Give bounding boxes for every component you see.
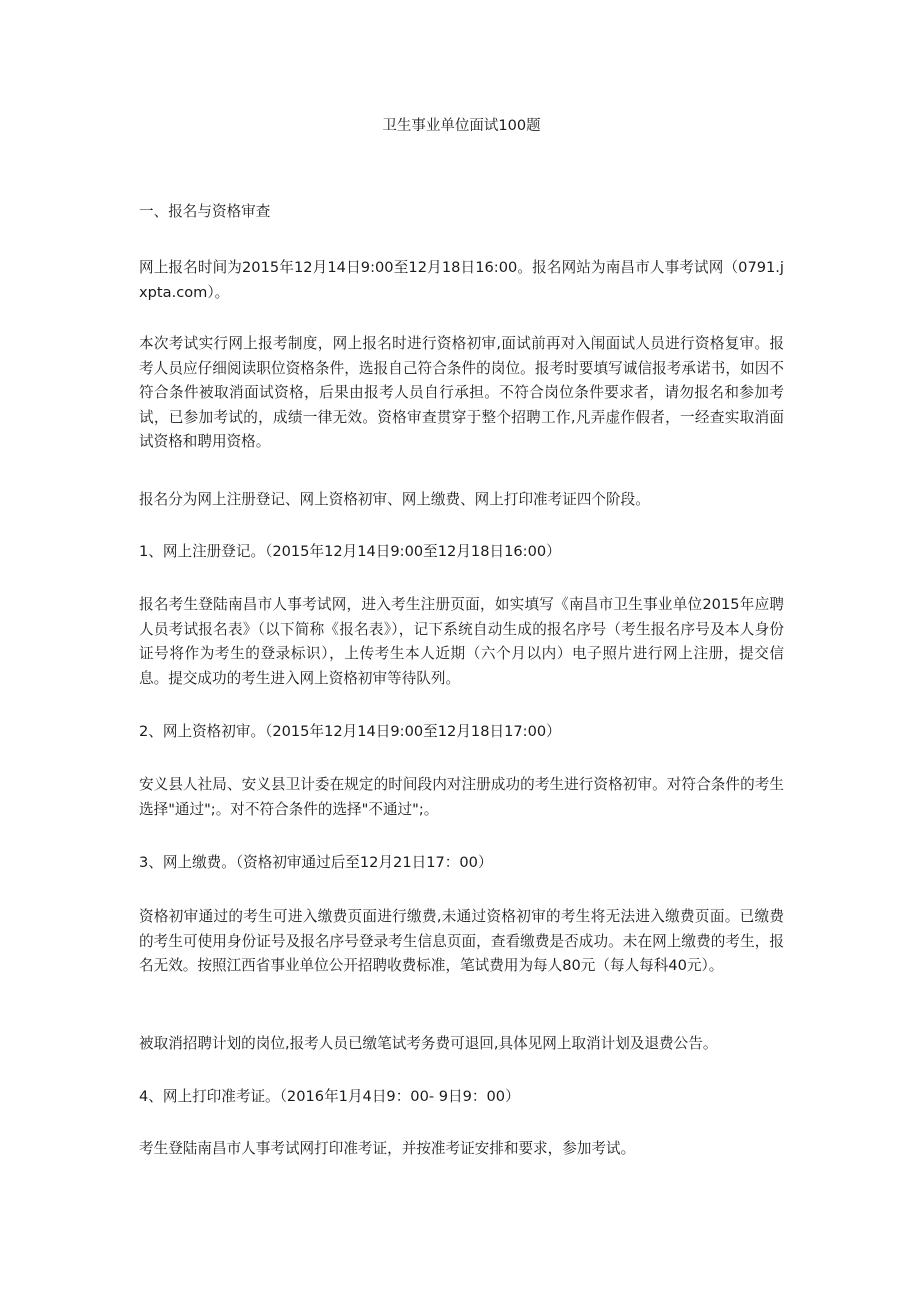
paragraph-registration-time: 网上报名时间为2015年12月14日9:00至12月18日16:00。报名网站为南昌市人事考试网（0791.jxpta.com）。 xyxy=(139,259,784,301)
paragraph-refund: 被取消招聘计划的岗位,报考人员已缴笔试考务费可退回,具体见网上取消计划及退费公告。 xyxy=(139,1035,718,1052)
paragraph-online-registration-rules: 本次考试实行网上报考制度，网上报名时进行资格初审,面试前再对入闱面试人员进行资格复审。报考人员应仔细阅读职位资格条件，选报自己符合条件的岗位。报考时要填写诚信报考承诺书，如因不符合条件被取消面试资格，后果由报考人员自行承担。不符合岗位条件要求者，请勿报名和参加考试，已参加考试的，成绩一律无效。资格审查贯穿于整个招聘工作,凡弄虚作假者，一经查实取消面试资格和聘用资格。 xyxy=(139,335,784,450)
step-heading-2: 2、网上资格初审。（2015年12月14日9:00至12月18日17:00） xyxy=(139,723,561,740)
paragraph-step-3: 资格初审通过的考生可进入缴费页面进行缴费,未通过资格初审的考生将无法进入缴费页面。已缴费的考生可使用身份证号及报名序号登录考生信息页面，查看缴费是否成功。未在网上缴费的考生，报名无效。按照江西省事业单位公开招聘收费标准，笔试费用为每人80元（每人每科40元）。 xyxy=(139,908,784,974)
section-heading: 一、报名与资格审查 xyxy=(139,203,271,220)
document-page xyxy=(139,0,784,1302)
paragraph-step-2: 安义县人社局、安义县卫计委在规定的时间段内对注册成功的考生进行资格初审。对符合条件的考生选择"通过";。对不符合条件的选择"不通过";。 xyxy=(139,776,784,818)
step-heading-1: 1、网上注册登记。（2015年12月14日9:00至12月18日16:00） xyxy=(139,543,561,560)
paragraph-step-1: 报名考生登陆南昌市人事考试网，进入考生注册页面，如实填写《南昌市卫生事业单位2015年应聘人员考试报名表》（以下简称《报名表》），记下系统自动生成的报名序号（考生报名序号及本人身份证号将作为考生的登录标识），上传考生本人近期（六个月以内）电子照片进行网上注册，提交信息。提交成功的考生进入网上资格初审等待队列。 xyxy=(139,596,784,687)
step-heading-4: 4、网上打印准考证。（2016年1月4日9：00- 9日9：00） xyxy=(139,1088,520,1105)
step-heading-3: 3、网上缴费。（资格初审通过后至12月21日17：00） xyxy=(139,854,493,871)
paragraph-four-stages: 报名分为网上注册登记、网上资格初审、网上缴费、网上打印准考证四个阶段。 xyxy=(139,491,650,508)
document-title: 卫生事业单位面试100题 xyxy=(382,118,541,134)
paragraph-step-4: 考生登陆南昌市人事考试网打印准考证，并按准考证安排和要求，参加考试。 xyxy=(139,1140,636,1157)
